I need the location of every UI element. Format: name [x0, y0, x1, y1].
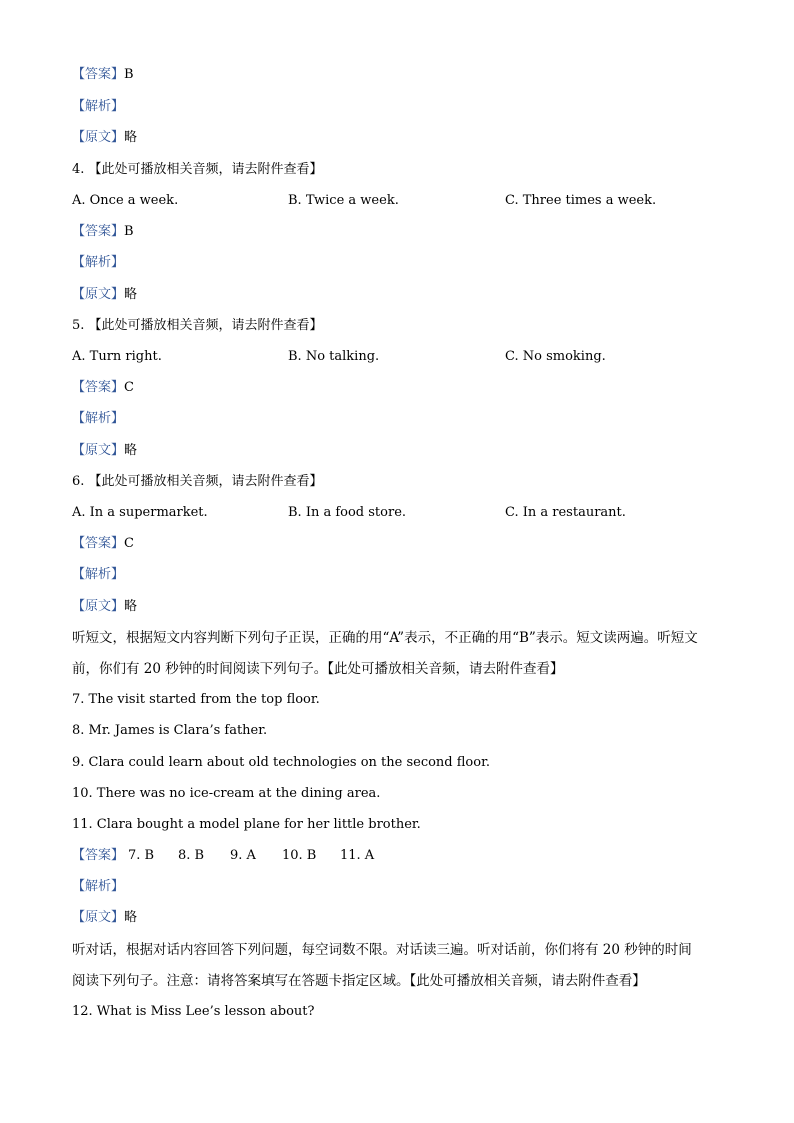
original-label: 【原文】 — [72, 443, 125, 458]
q4-option-a: A. Once a week. — [72, 193, 179, 208]
answer-11: 11. A — [340, 848, 375, 863]
statement-11: 11. Clara bought a model plane for her little brother. — [72, 817, 421, 832]
section2-instructions-line1: 听短文，根据短文内容判断下列句子正误，正确的用“A”表示，不正确的用“B”表示。短文读两遍。听短文 — [72, 630, 698, 646]
q4-option-b: B. Twice a week. — [288, 193, 399, 208]
q5-option-b: B. No talking. — [288, 349, 380, 364]
q6-option-c: C. In a restaurant. — [505, 505, 626, 520]
statement-8: 8. Mr. James is Clara’s father. — [72, 723, 268, 738]
answer-label: 【答案】 — [72, 67, 125, 82]
audio-prompt: 【此处可播放相关音频，请去附件查看】 — [88, 162, 323, 177]
original-label: 【原文】 — [72, 599, 125, 614]
q6-original — [72, 598, 137, 616]
answer-value: C — [124, 536, 134, 551]
answer-value: B — [124, 67, 134, 82]
answer-label: 【答案】 — [72, 224, 125, 239]
original-label: 【原文】 — [72, 910, 125, 925]
q6-answer — [72, 535, 134, 553]
q5-original — [72, 442, 137, 460]
q4-analysis-label: 【解析】 — [72, 255, 125, 270]
audio-prompt: 【此处可播放相关音频，请去附件查看】 — [88, 318, 323, 333]
statement-7: 7. The visit started from the top floor. — [72, 692, 320, 707]
answer-label: 【答案】 — [72, 380, 125, 395]
section2-instructions-line2: 前，你们有 20 秒钟的时间阅读下列句子。【此处可播放相关音频，请去附件查看】 — [72, 661, 564, 677]
answer-10: 10. B — [282, 848, 317, 863]
q6-option-b: B. In a food store. — [288, 505, 407, 520]
question-number: 4. — [72, 162, 85, 177]
q5-prompt — [72, 317, 323, 335]
answer-label: 【答案】 — [72, 536, 125, 551]
original-text: 略 — [124, 287, 138, 302]
section2-answers — [72, 847, 375, 865]
original-label: 【原文】 — [72, 287, 125, 302]
q5-answer — [72, 379, 134, 397]
original-text: 略 — [124, 130, 138, 145]
q3-analysis-label: 【解析】 — [72, 99, 125, 114]
answer-value: B — [124, 224, 134, 239]
statement-10: 10. There was no ice-cream at the dining area. — [72, 786, 381, 801]
original-text: 略 — [124, 910, 138, 925]
original-label: 【原文】 — [72, 130, 125, 145]
question-number: 6. — [72, 474, 85, 489]
audio-prompt: 【此处可播放相关音频，请去附件查看】 — [88, 474, 323, 489]
question-number: 5. — [72, 318, 85, 333]
q6-prompt — [72, 473, 323, 491]
q3-answer — [72, 66, 134, 84]
q5-option-c: C. No smoking. — [505, 349, 606, 364]
q6-analysis-label: 【解析】 — [72, 567, 125, 582]
q5-analysis-label: 【解析】 — [72, 411, 125, 426]
q6-option-a: A. In a supermarket. — [72, 505, 208, 520]
answer-8: 8. B — [178, 848, 205, 863]
section3-instructions-line2: 阅读下列句子。注意：请将答案填写在答题卡指定区域。【此处可播放相关音频，请去附件查看】 — [72, 973, 646, 989]
statement-9: 9. Clara could learn about old technologies on the second floor. — [72, 755, 490, 770]
section2-analysis-label: 【解析】 — [72, 879, 125, 894]
answer-9: 9. A — [230, 848, 256, 863]
answer-value: C — [124, 380, 134, 395]
section2-original — [72, 909, 137, 927]
original-text: 略 — [124, 599, 138, 614]
original-text: 略 — [124, 443, 138, 458]
q4-option-c: C. Three times a week. — [505, 193, 657, 208]
q3-original — [72, 129, 137, 147]
q4-original — [72, 286, 137, 304]
question-12: 12. What is Miss Lee’s lesson about? — [72, 1004, 315, 1019]
section3-instructions-line1: 听对话，根据对话内容回答下列问题，每空词数不限。对话读三遍。听对话前，你们将有 20 秒钟的时间 — [72, 942, 692, 958]
q5-option-a: A. Turn right. — [72, 349, 162, 364]
q4-answer — [72, 223, 134, 241]
q4-prompt — [72, 161, 323, 179]
answer-label: 【答案】 — [72, 848, 125, 863]
answer-7: 7. B — [128, 848, 155, 863]
